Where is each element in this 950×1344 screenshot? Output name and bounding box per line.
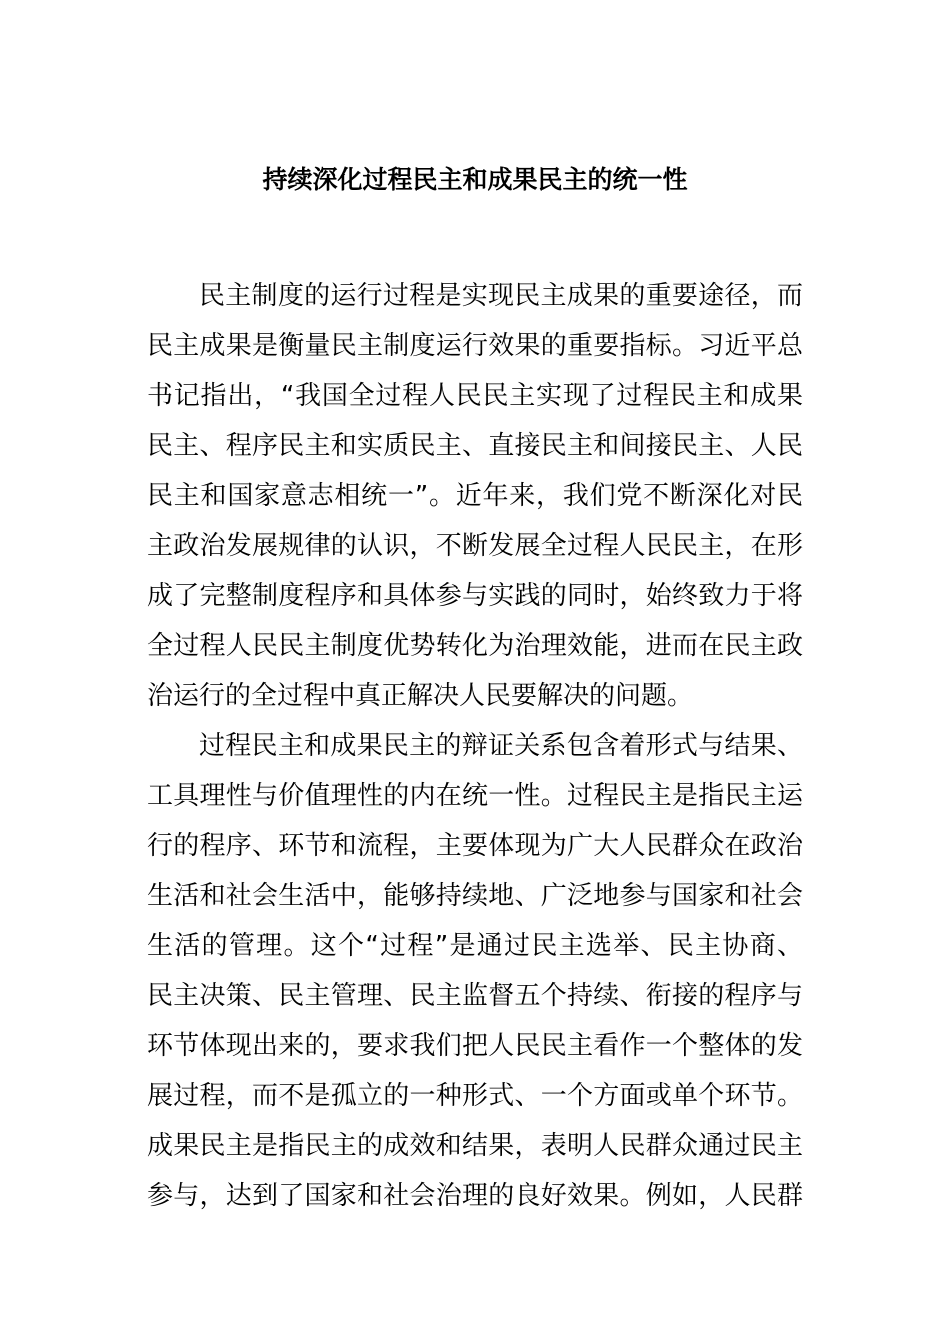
paragraph-2-line-9: 成果民主是指民主的成效和结果，表明人民群众通过民主: [147, 1131, 803, 1161]
paragraph-2-line-7: 环节体现出来的，要求我们把人民民主看作一个整体的发: [147, 1031, 803, 1061]
paragraph-2-line-3: 行的程序、环节和流程，主要体现为广大人民群众在政治: [147, 831, 803, 861]
paragraph-1-line-1: 民主制度的运行过程是实现民主成果的重要途径，而: [199, 281, 803, 311]
document-title: 持续深化过程民主和成果民主的统一性: [262, 165, 688, 194]
paragraph-2-line-6: 民主决策、民主管理、民主监督五个持续、衔接的程序与: [147, 981, 803, 1011]
paragraph-1-line-4: 民主、程序民主和实质民主、直接民主和间接民主、人民: [147, 431, 803, 461]
paragraph-2-line-4: 生活和社会生活中，能够持续地、广泛地参与国家和社会: [147, 881, 803, 911]
paragraph-2-line-2: 工具理性与价值理性的内在统一性。过程民主是指民主运: [147, 781, 803, 811]
paragraph-1-line-8: 全过程人民民主制度优势转化为治理效能，进而在民主政: [147, 631, 803, 661]
paragraph-1-line-9: 治运行的全过程中真正解决人民要解决的问题。: [147, 681, 694, 711]
paragraph-2-line-8: 展过程，而不是孤立的一种形式、一个方面或单个环节。: [147, 1081, 803, 1111]
paragraph-2-line-1: 过程民主和成果民主的辩证关系包含着形式与结果、: [199, 731, 803, 761]
paragraph-1-line-6: 主政治发展规律的认识，不断发展全过程人民民主，在形: [147, 531, 803, 561]
paragraph-1-line-3: 书记指出，“我国全过程人民民主实现了过程民主和成果: [147, 381, 803, 411]
paragraph-1-line-7: 成了完整制度程序和具体参与实践的同时，始终致力于将: [147, 581, 803, 611]
paragraph-2-line-10: 参与，达到了国家和社会治理的良好效果。例如，人民群: [147, 1181, 803, 1211]
paragraph-1-line-5: 民主和国家意志相统一”。近年来，我们党不断深化对民: [147, 481, 803, 511]
paragraph-1-line-2: 民主成果是衡量民主制度运行效果的重要指标。习近平总: [147, 331, 803, 361]
paragraph-2-line-5: 生活的管理。这个“过程”是通过民主选举、民主协商、: [147, 931, 803, 961]
